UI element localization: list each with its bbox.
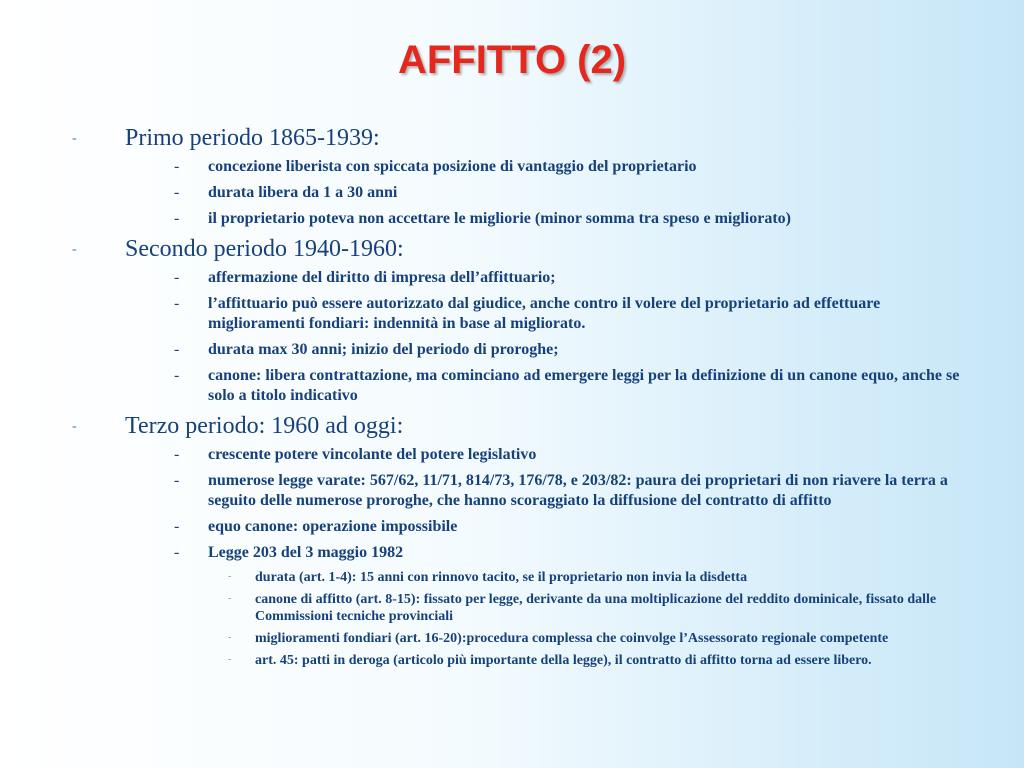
bullet-dash: - (174, 184, 180, 201)
sub-list-item (0, 569, 1024, 586)
list-item (0, 183, 1024, 203)
bullet-dash: - (174, 544, 180, 561)
section-heading (0, 235, 1024, 263)
section-heading-text: Secondo periodo 1940-1960: (125, 236, 404, 262)
list-item-text: numerose legge varate: 567/62, 11/71, 814/73, 176/78, e 203/82: paura dei proprietari di non riavere la terra a seguito delle numerose proroghe, che hanno scoraggiato la diffusione del contratto di affitto (208, 472, 948, 509)
outline-section (0, 235, 1024, 406)
list-item-text: Legge 203 del 3 maggio 1982 (208, 544, 404, 561)
bullet-dash: - (72, 242, 77, 257)
list-item-text: durata libera da 1 a 30 anni (208, 184, 398, 201)
list-item (0, 294, 1024, 334)
bullet-dash: - (228, 593, 232, 604)
bullet-dash: - (174, 269, 180, 286)
list-item (0, 445, 1024, 465)
bullet-dash: - (174, 518, 180, 535)
bullet-dash: - (228, 571, 232, 582)
bullet-dash: - (174, 472, 180, 489)
list-item (0, 157, 1024, 177)
sub-list-item-text: miglioramenti fondiari (art. 16-20):procedura complessa che coinvolge l’Assessorato regionale competente (255, 631, 889, 646)
bullet-dash: - (228, 632, 232, 643)
sub-list-item (0, 652, 1024, 669)
sub-list-item-text: durata (art. 1-4): 15 anni con rinnovo tacito, se il proprietario non invia la disdetta (255, 570, 748, 585)
list-item (0, 268, 1024, 288)
bullet-dash: - (174, 295, 180, 312)
section-heading-text: Terzo periodo: 1960 ad oggi: (125, 413, 404, 439)
list-item-text: canone: libera contrattazione, ma cominciano ad emergere leggi per la definizione di un canone equo, anche se solo a titolo indicativo (208, 367, 960, 404)
section-heading (0, 412, 1024, 440)
list-item (0, 340, 1024, 360)
bullet-dash: - (228, 654, 232, 665)
section-heading (0, 124, 1024, 152)
bullet-dash: - (174, 446, 180, 463)
sub-list-item-text: art. 45: patti in deroga (articolo più importante della legge), il contratto di affitto torna ad essere libero. (255, 653, 872, 668)
bullet-dash: - (174, 367, 180, 384)
list-item (0, 517, 1024, 537)
sub-list-item (0, 591, 1024, 625)
sub-list-item-text: canone di affitto (art. 8-15): fissato per legge, derivante da una moltiplicazione del reddito dominicale, fissato dalle Commissioni tecniche provinciali (255, 592, 937, 624)
bullet-dash: - (174, 158, 180, 175)
slide-title: AFFITTO (2) (397, 38, 627, 82)
bullet-dash: - (174, 341, 180, 358)
list-item-text: equo canone: operazione impossibile (208, 518, 458, 535)
list-item-text: il proprietario poteva non accettare le migliorie (minor somma tra speso e migliorato) (208, 210, 791, 227)
bullet-dash: - (174, 210, 180, 227)
outline-section (0, 124, 1024, 229)
list-item (0, 471, 1024, 511)
bullet-dash: - (72, 131, 77, 146)
outline-section (0, 412, 1024, 669)
list-item-text: concezione liberista con spiccata posizione di vantaggio del proprietario (208, 158, 697, 175)
section-heading-text: Primo periodo 1865-1939: (125, 125, 380, 151)
list-item-text: durata max 30 anni; inizio del periodo di proroghe; (208, 341, 559, 358)
list-item (0, 209, 1024, 229)
bullet-dash: - (72, 419, 77, 434)
list-item-text: crescente potere vincolante del potere legislativo (208, 446, 537, 463)
list-item-text: affermazione del diritto di impresa dell’affittuario; (208, 269, 556, 286)
list-item (0, 543, 1024, 563)
list-item-text: l’affittuario può essere autorizzato dal giudice, anche contro il volere del proprietario ad effettuare miglioramenti fondiari: indennità in base al migliorato. (208, 295, 881, 332)
slide-body (0, 124, 1024, 674)
sub-list-item (0, 630, 1024, 647)
list-item (0, 366, 1024, 406)
